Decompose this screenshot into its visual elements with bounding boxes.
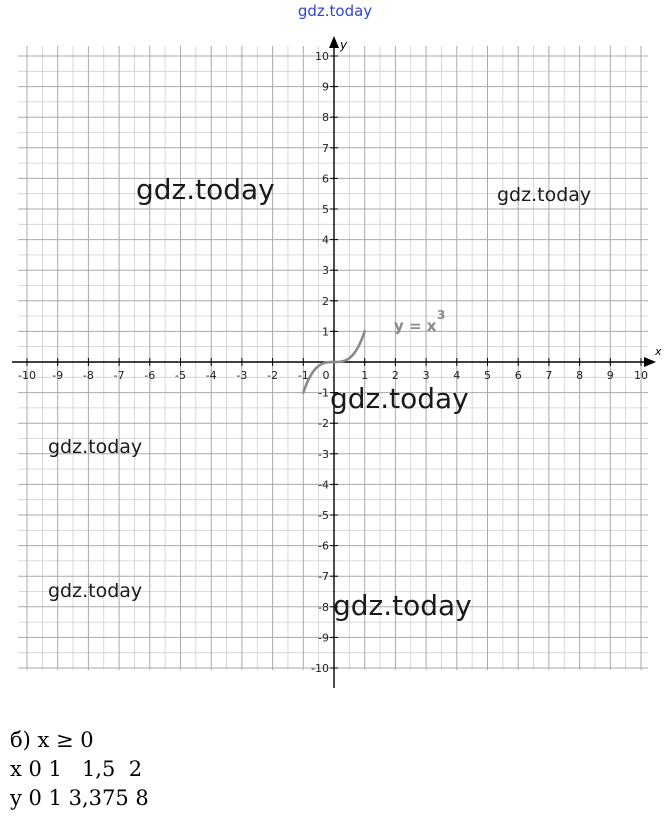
- x-tick-label: 10: [634, 369, 648, 382]
- y-tick-label: -7: [318, 570, 329, 584]
- y-tick-label: 2: [322, 294, 329, 308]
- x-tick-label: -3: [236, 369, 248, 382]
- x-axis-arrow: [644, 357, 656, 367]
- watermark-2: gdz.today: [497, 184, 592, 206]
- x-tick-label: 8: [576, 369, 584, 382]
- x-tick-label: -1: [297, 369, 309, 382]
- x-tick-label: 3: [422, 369, 430, 382]
- y-tick-label: 1: [322, 325, 329, 339]
- y-tick-label: 10: [315, 50, 329, 63]
- x-tick-label: -4: [205, 369, 217, 382]
- y-axis-arrow: [329, 36, 339, 48]
- watermark-1: gdz.today: [136, 173, 275, 206]
- y-tick-label: -1: [318, 386, 329, 400]
- solution-notes: [10, 726, 149, 813]
- y-tick-label: 4: [322, 233, 329, 247]
- x-tick-label: 6: [514, 369, 522, 382]
- y-tick-label: -2: [318, 417, 329, 431]
- x-tick-label: 1: [361, 369, 369, 382]
- x-tick-label: 5: [484, 369, 491, 382]
- y-axis-label: y: [340, 38, 348, 52]
- x-tick-label: 4: [453, 369, 461, 382]
- x-tick-label: -6: [144, 369, 156, 382]
- x-tick-label: -2: [267, 369, 279, 382]
- y-tick-label: -10: [311, 662, 329, 675]
- y-tick-label: -3: [318, 447, 329, 461]
- x-tick-label: -8: [82, 369, 94, 382]
- x-tick-label: 9: [606, 369, 614, 382]
- watermark-5: gdz.today: [48, 580, 143, 602]
- curve-label: y = x: [394, 317, 437, 335]
- y-tick-label: 7: [322, 141, 329, 155]
- x-tick-label: 0: [322, 369, 330, 382]
- x-tick-label: -9: [52, 369, 64, 382]
- y-tick-label: -6: [318, 539, 329, 553]
- header-watermark: gdz.today: [297, 2, 373, 20]
- note-line-x-values: x 0 1 1,5 2: [10, 757, 143, 781]
- x-tick-label: 2: [391, 369, 399, 382]
- x-tick-label: -5: [175, 369, 186, 382]
- y-tick-label: 3: [322, 264, 329, 278]
- y-tick-label: 8: [322, 111, 329, 125]
- x-tick-label: -7: [113, 369, 125, 382]
- y-tick-label: -4: [318, 478, 329, 492]
- y-tick-label: -9: [318, 631, 329, 645]
- watermark-4: gdz.today: [48, 436, 143, 458]
- y-tick-label: -8: [318, 600, 329, 614]
- watermark-6: gdz.today: [333, 589, 472, 622]
- x-tick-label: 7: [545, 369, 553, 382]
- y-tick-label: -5: [318, 509, 329, 522]
- y-tick-label: 5: [322, 203, 329, 216]
- curve-label-exponent: 3: [437, 308, 446, 322]
- note-line-y-values: y 0 1 3,375 8: [10, 786, 149, 810]
- note-line-condition: б) x ≥ 0: [10, 728, 94, 752]
- watermark-3: gdz.today: [330, 382, 469, 415]
- y-tick-label: 9: [322, 80, 329, 94]
- x-axis-label: x: [655, 345, 662, 358]
- y-tick-label: 6: [322, 172, 329, 186]
- x-tick-label: -10: [18, 369, 36, 382]
